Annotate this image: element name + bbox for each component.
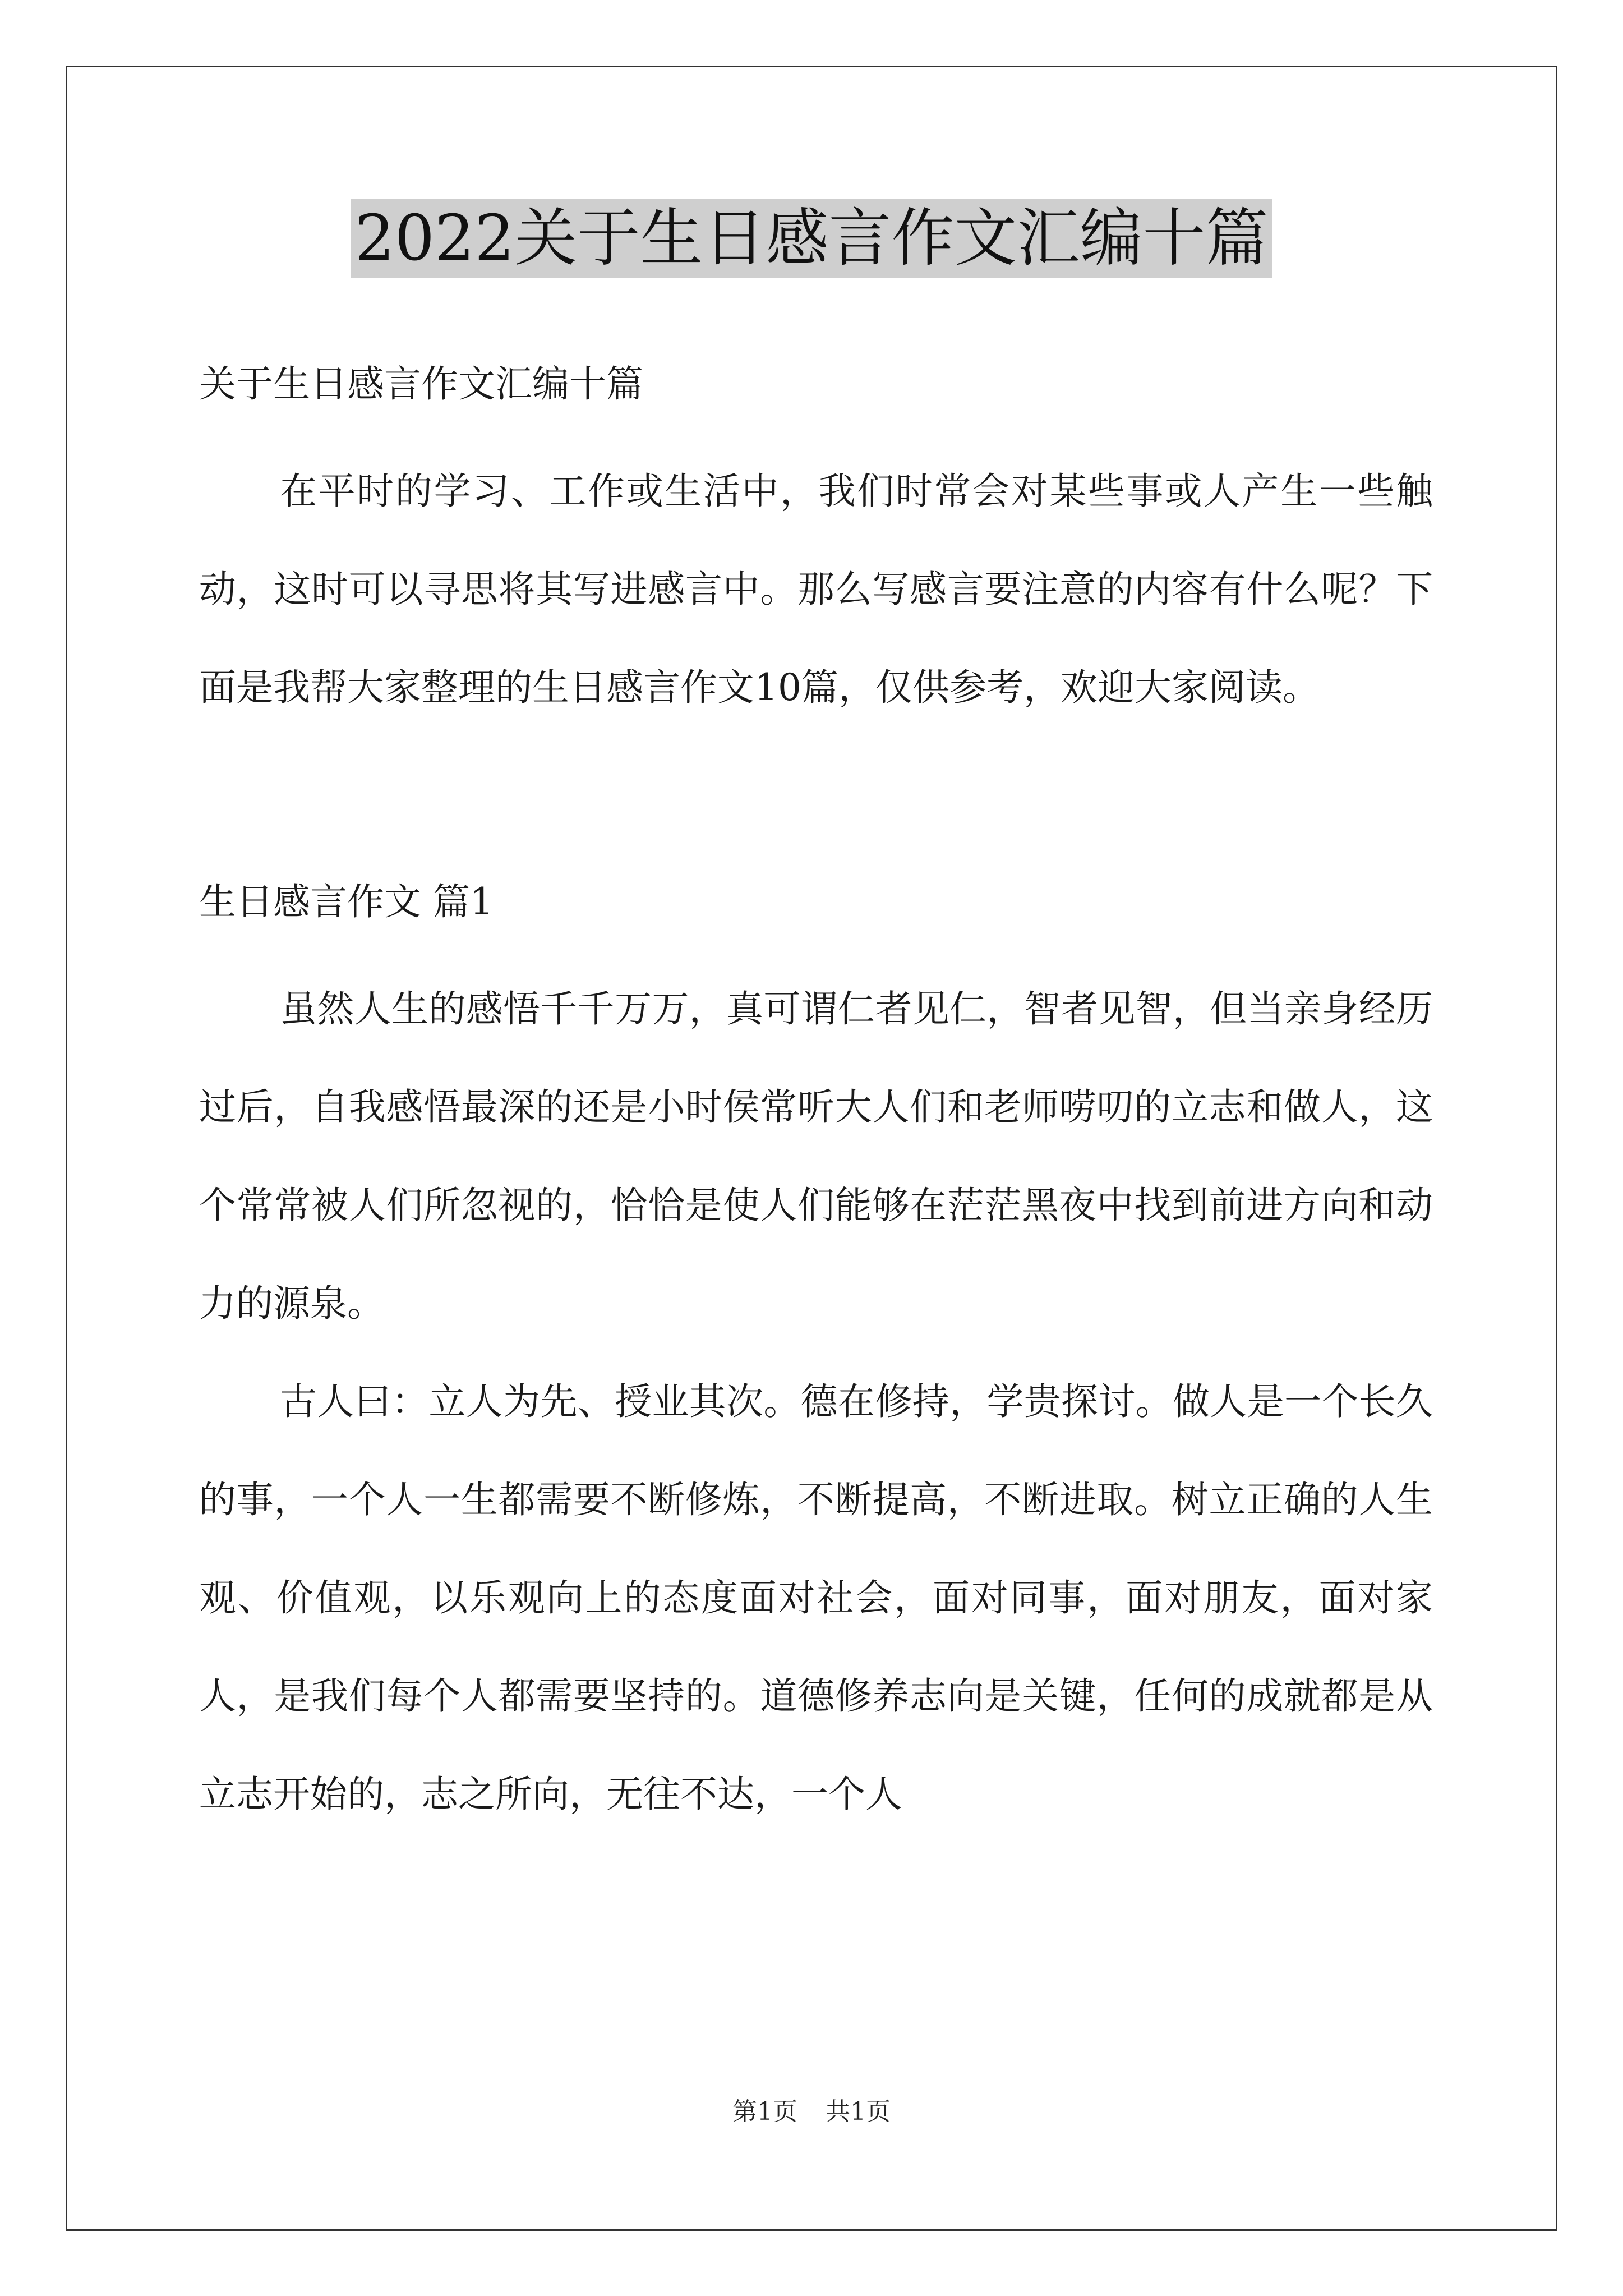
document-subtitle: 关于生日感言作文汇编十篇 (199, 362, 643, 406)
document-title: 2022关于生日感言作文汇编十篇 (351, 199, 1271, 278)
page-footer (0, 2095, 1623, 2129)
intro-paragraph: 在平时的学习、工作或生活中，我们时常会对某些事或人产生一些触动，这时可以寻思将其写进感言中。那么写感言要注意的内容有什么呢？下面是我帮大家整理的生日感言作文10篇，仅供参考，欢迎大家阅读。 (199, 470, 1433, 709)
title-container (0, 199, 1623, 278)
page-number-total: 共1页 (826, 2097, 891, 2126)
body-paragraph-2: 古人曰：立人为先、授业其次。德在修持，学贵探讨。做人是一个长久的事，一个人一生都需要不断修炼，不断提高，不断进取。树立正确的人生观、价值观，以乐观向上的态度面对社会，面对同事，面对朋友，面对家人，是我们每个人都需要坚持的。道德修养志向是关键，任何的成就都是从立志开始的，志之所向，无往不达，一个人 (199, 1380, 1433, 1816)
document-body (199, 314, 1433, 1843)
section-heading: 生日感言作文 篇1 (199, 880, 494, 923)
page-number-current: 第1页 (732, 2097, 797, 2126)
body-paragraph-1: 虽然人生的感悟千千万万，真可谓仁者见仁，智者见智，但当亲身经历过后，自我感悟最深的还是小时侯常听大人们和老师唠叨的立志和做人，这个常常被人们所忽视的，恰恰是使人们能够在茫茫黑夜中找到前进方向和动力的源泉。 (199, 987, 1433, 1325)
